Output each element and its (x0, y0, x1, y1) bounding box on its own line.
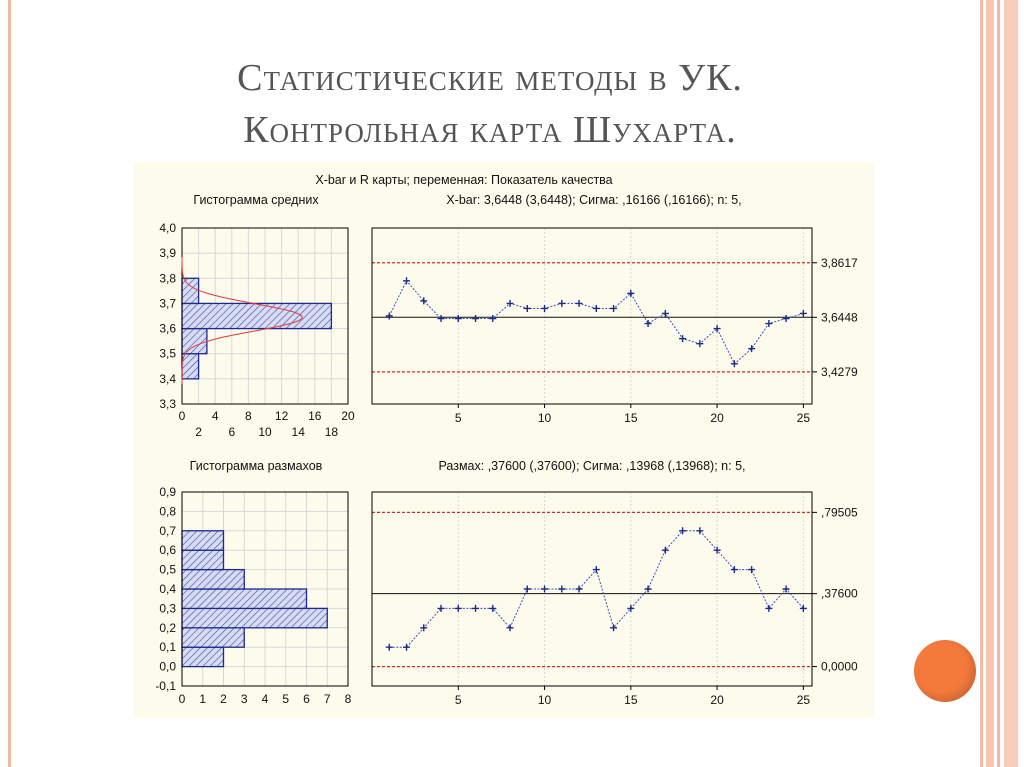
title-line-2: Контрольная карта Шухарта. (243, 109, 737, 151)
hist-x-tick-label: 2 (195, 425, 202, 439)
cc-limit-label: 3,6448 (821, 310, 858, 325)
hist-y-tick-label: 0,5 (159, 562, 176, 577)
xbar-hist-title: Гистограмма средних (193, 193, 319, 207)
cc-limit-label: ,37600 (821, 586, 858, 601)
hist-x-tick-label: 0 (178, 409, 186, 423)
hist-y-tick-label: 0,0 (159, 659, 176, 674)
hist-bar (182, 647, 224, 666)
slide-title (80, 52, 900, 156)
cc-x-tick-label: 5 (454, 411, 462, 425)
hist-y-tick-label: 0,8 (159, 504, 176, 519)
hist-y-tick-label: -0,1 (155, 679, 176, 693)
hist-x-tick-label: 3 (240, 692, 248, 706)
hist-y-tick-label: 0,6 (159, 543, 176, 558)
range-subtitle: Размах: ,37600 (,37600); Сигма: ,13968 (,13968); n: 5, (438, 459, 746, 473)
hist-bar (182, 329, 207, 354)
hist-x-tick-label: 10 (258, 425, 272, 439)
cc-x-tick-label: 15 (624, 411, 638, 425)
hist-bar (182, 531, 224, 550)
hist-y-tick-label: 3,4 (159, 371, 176, 386)
hist-y-tick-label: 0,2 (159, 620, 176, 635)
xbar-subtitle: X-bar: 3,6448 (3,6448); Сигма: ,16166 (,16166); n: 5, (446, 193, 742, 207)
range-hist-title: Гистограмма размахов (189, 459, 323, 473)
hist-bar (182, 628, 244, 647)
cc-x-tick-label: 20 (710, 411, 724, 425)
hist-x-tick-label: 4 (211, 409, 219, 423)
hist-bar (182, 278, 199, 303)
hist-x-tick-label: 8 (344, 692, 352, 706)
hist-x-tick-label: 7 (323, 692, 331, 706)
cc-x-tick-label: 20 (710, 693, 724, 707)
hist-bar (182, 589, 307, 608)
hist-y-tick-label: 4,0 (159, 221, 176, 235)
slide-frame-left (8, 0, 11, 767)
hist-bar (182, 550, 224, 569)
cc-x-tick-label: 25 (796, 693, 811, 707)
hist-y-tick-label: 0,1 (159, 640, 176, 655)
cc-x-tick-label: 15 (624, 693, 638, 707)
hist-x-tick-label: 6 (228, 425, 236, 439)
hist-y-tick-label: 3,3 (159, 397, 176, 411)
title-line-1: Статистические методы в УК. (237, 57, 743, 99)
hist-bar (182, 608, 327, 627)
cc-x-tick-label: 10 (537, 693, 552, 707)
hist-bar (182, 354, 199, 379)
cc-limit-label: 3,4279 (821, 364, 858, 379)
hist-y-tick-label: 3,6 (159, 321, 176, 336)
hist-x-tick-label: 14 (291, 425, 305, 439)
hist-y-tick-label: 0,7 (159, 523, 176, 538)
hist-y-tick-label: 0,4 (159, 582, 176, 596)
hist-y-tick-label: 3,8 (159, 271, 176, 286)
cc-x-tick-label: 5 (454, 693, 462, 707)
cc-limit-label: 3,8617 (821, 255, 858, 270)
hist-x-tick-label: 0 (178, 692, 186, 706)
hist-x-tick-label: 8 (245, 409, 252, 423)
hist-x-tick-label: 2 (220, 692, 227, 706)
hist-x-tick-label: 4 (261, 692, 269, 706)
hist-x-tick-label: 18 (324, 425, 339, 439)
hist-x-tick-label: 12 (274, 409, 289, 423)
chart-background (134, 162, 874, 718)
hist-x-tick-label: 16 (308, 409, 322, 423)
hist-x-tick-label: 5 (282, 692, 290, 706)
hist-bar (182, 303, 331, 328)
slide-frame-right (980, 0, 1024, 767)
hist-y-tick-label: 0,3 (159, 601, 176, 616)
hist-x-tick-label: 20 (341, 409, 355, 423)
control-chart (134, 162, 874, 718)
hist-y-tick-label: 3,5 (159, 346, 176, 361)
cc-x-tick-label: 10 (537, 411, 552, 425)
hist-y-tick-label: 3,7 (159, 296, 176, 311)
cc-limit-label: 0,0000 (821, 659, 858, 674)
hist-y-tick-label: 3,9 (159, 246, 176, 261)
cc-x-tick-label: 25 (796, 411, 811, 425)
hist-x-tick-label: 6 (303, 692, 310, 706)
hist-x-tick-label: 1 (199, 692, 207, 706)
hist-y-tick-label: 0,9 (159, 485, 176, 499)
chart-title: X-bar и R карты; переменная: Показатель качества (315, 173, 613, 187)
cc-limit-label: ,79505 (821, 505, 858, 520)
decorative-orange-circle (914, 640, 976, 702)
hist-bar (182, 570, 244, 589)
